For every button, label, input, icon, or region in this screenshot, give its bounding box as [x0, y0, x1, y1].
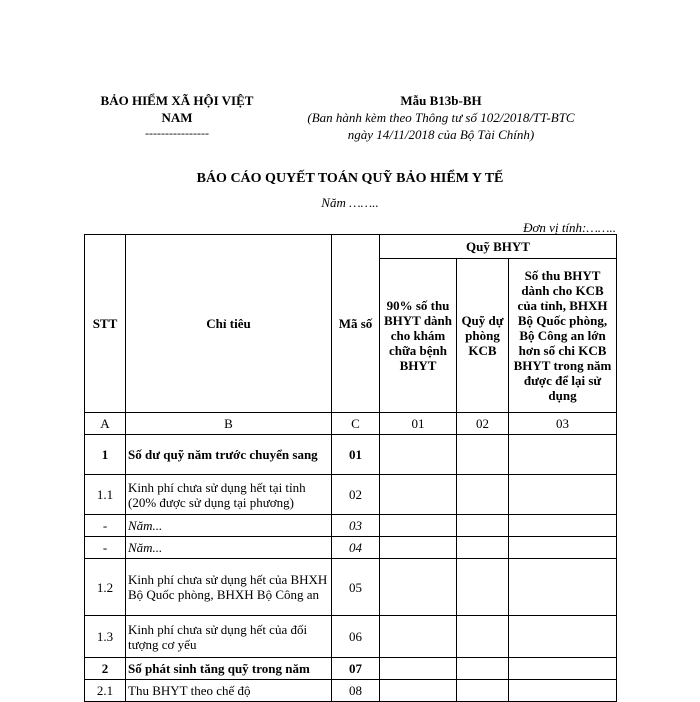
- row-chi-tieu: Kinh phí chưa sử dụng hết của đối tượng cơ yếu: [126, 616, 332, 658]
- row-chi-tieu: Thu BHYT theo chế độ: [126, 680, 332, 702]
- value-cell: [509, 658, 617, 680]
- row-ma-so: 01: [332, 435, 380, 475]
- form-info: [286, 92, 596, 143]
- value-cell: [457, 475, 509, 515]
- code-cell: 01: [380, 413, 457, 435]
- code-cell: A: [85, 413, 126, 435]
- unit-label: Đơn vị tính:……..: [523, 220, 616, 235]
- row-ma-so: 02: [332, 475, 380, 515]
- row-chi-tieu: Năm...: [126, 537, 332, 559]
- table-row: [85, 515, 617, 537]
- header-chi-tieu: Chỉ tiêu: [126, 235, 332, 413]
- header-ma-so: Mã số: [332, 235, 380, 413]
- table-row: [85, 616, 617, 658]
- value-cell: [509, 435, 617, 475]
- value-cell: [509, 616, 617, 658]
- value-cell: [457, 435, 509, 475]
- row-ma-so: 03: [332, 515, 380, 537]
- row-chi-tieu: Số phát sinh tăng quỹ trong năm: [126, 658, 332, 680]
- organization-header: [86, 92, 268, 140]
- row-stt: 1: [85, 435, 126, 475]
- table-row: [85, 658, 617, 680]
- row-ma-so: 07: [332, 658, 380, 680]
- value-cell: [457, 559, 509, 616]
- value-cell: [457, 537, 509, 559]
- value-cell: [509, 475, 617, 515]
- value-cell: [457, 616, 509, 658]
- report-year: Năm ……..: [321, 195, 379, 210]
- row-ma-so: 05: [332, 559, 380, 616]
- header-col-01: 90% số thu BHYT dành cho khám chữa bệnh BHYT: [380, 259, 457, 413]
- value-cell: [457, 680, 509, 702]
- row-stt: 1.3: [85, 616, 126, 658]
- row-stt: 1.1: [85, 475, 126, 515]
- header-col-02: Quỹ dự phòng KCB: [457, 259, 509, 413]
- form-note-line2: ngày 14/11/2018 của Bộ Tài Chính): [347, 127, 535, 142]
- value-cell: [380, 435, 457, 475]
- code-cell: B: [126, 413, 332, 435]
- row-stt: 2.1: [85, 680, 126, 702]
- table-row: [85, 475, 617, 515]
- report-title: BÁO CÁO QUYẾT TOÁN QUỸ BẢO HIỂM Y TẾ: [196, 171, 504, 186]
- header-stt: STT: [85, 235, 126, 413]
- code-row: [85, 413, 617, 435]
- table-row: [85, 559, 617, 616]
- code-cell: 02: [457, 413, 509, 435]
- table-row: [85, 537, 617, 559]
- value-cell: [380, 680, 457, 702]
- row-ma-so: 08: [332, 680, 380, 702]
- value-cell: [509, 559, 617, 616]
- row-stt: -: [85, 515, 126, 537]
- form-code: Mẫu B13b-BH: [400, 93, 482, 108]
- organization-name: BẢO HIỂM XÃ HỘI VIỆT NAM: [100, 93, 254, 125]
- row-stt: 2: [85, 658, 126, 680]
- value-cell: [509, 537, 617, 559]
- row-chi-tieu: Số dư quỹ năm trước chuyển sang: [126, 435, 332, 475]
- value-cell: [380, 658, 457, 680]
- value-cell: [380, 475, 457, 515]
- value-cell: [509, 680, 617, 702]
- table-row: [85, 435, 617, 475]
- row-stt: -: [85, 537, 126, 559]
- code-cell: C: [332, 413, 380, 435]
- value-cell: [380, 537, 457, 559]
- row-chi-tieu: Kinh phí chưa sử dụng hết tại tỉnh (20% được sử dụng tại phương): [126, 475, 332, 515]
- value-cell: [509, 515, 617, 537]
- row-chi-tieu: Năm...: [126, 515, 332, 537]
- row-stt: 1.2: [85, 559, 126, 616]
- value-cell: [457, 658, 509, 680]
- row-ma-so: 06: [332, 616, 380, 658]
- value-cell: [380, 515, 457, 537]
- table-row: [85, 680, 617, 702]
- header-col-03: Số thu BHYT dành cho KCB của tỉnh, BHXH Bộ Quốc phòng, Bộ Công an lớn hơn số chi KCB BHYT trong năm được để lại sử dụng: [509, 259, 617, 413]
- code-cell: 03: [509, 413, 617, 435]
- value-cell: [380, 559, 457, 616]
- header-quy-bhyt: Quỹ BHYT: [380, 235, 617, 259]
- row-ma-so: 04: [332, 537, 380, 559]
- value-cell: [380, 616, 457, 658]
- form-note-line1: (Ban hành kèm theo Thông tư số 102/2018/TT-BTC: [307, 110, 575, 125]
- organization-underline: ----------------: [145, 126, 209, 140]
- value-cell: [457, 515, 509, 537]
- settlement-table: [84, 234, 617, 702]
- row-chi-tieu: Kinh phí chưa sử dụng hết của BHXH Bộ Quốc phòng, BHXH Bộ Công an: [126, 559, 332, 616]
